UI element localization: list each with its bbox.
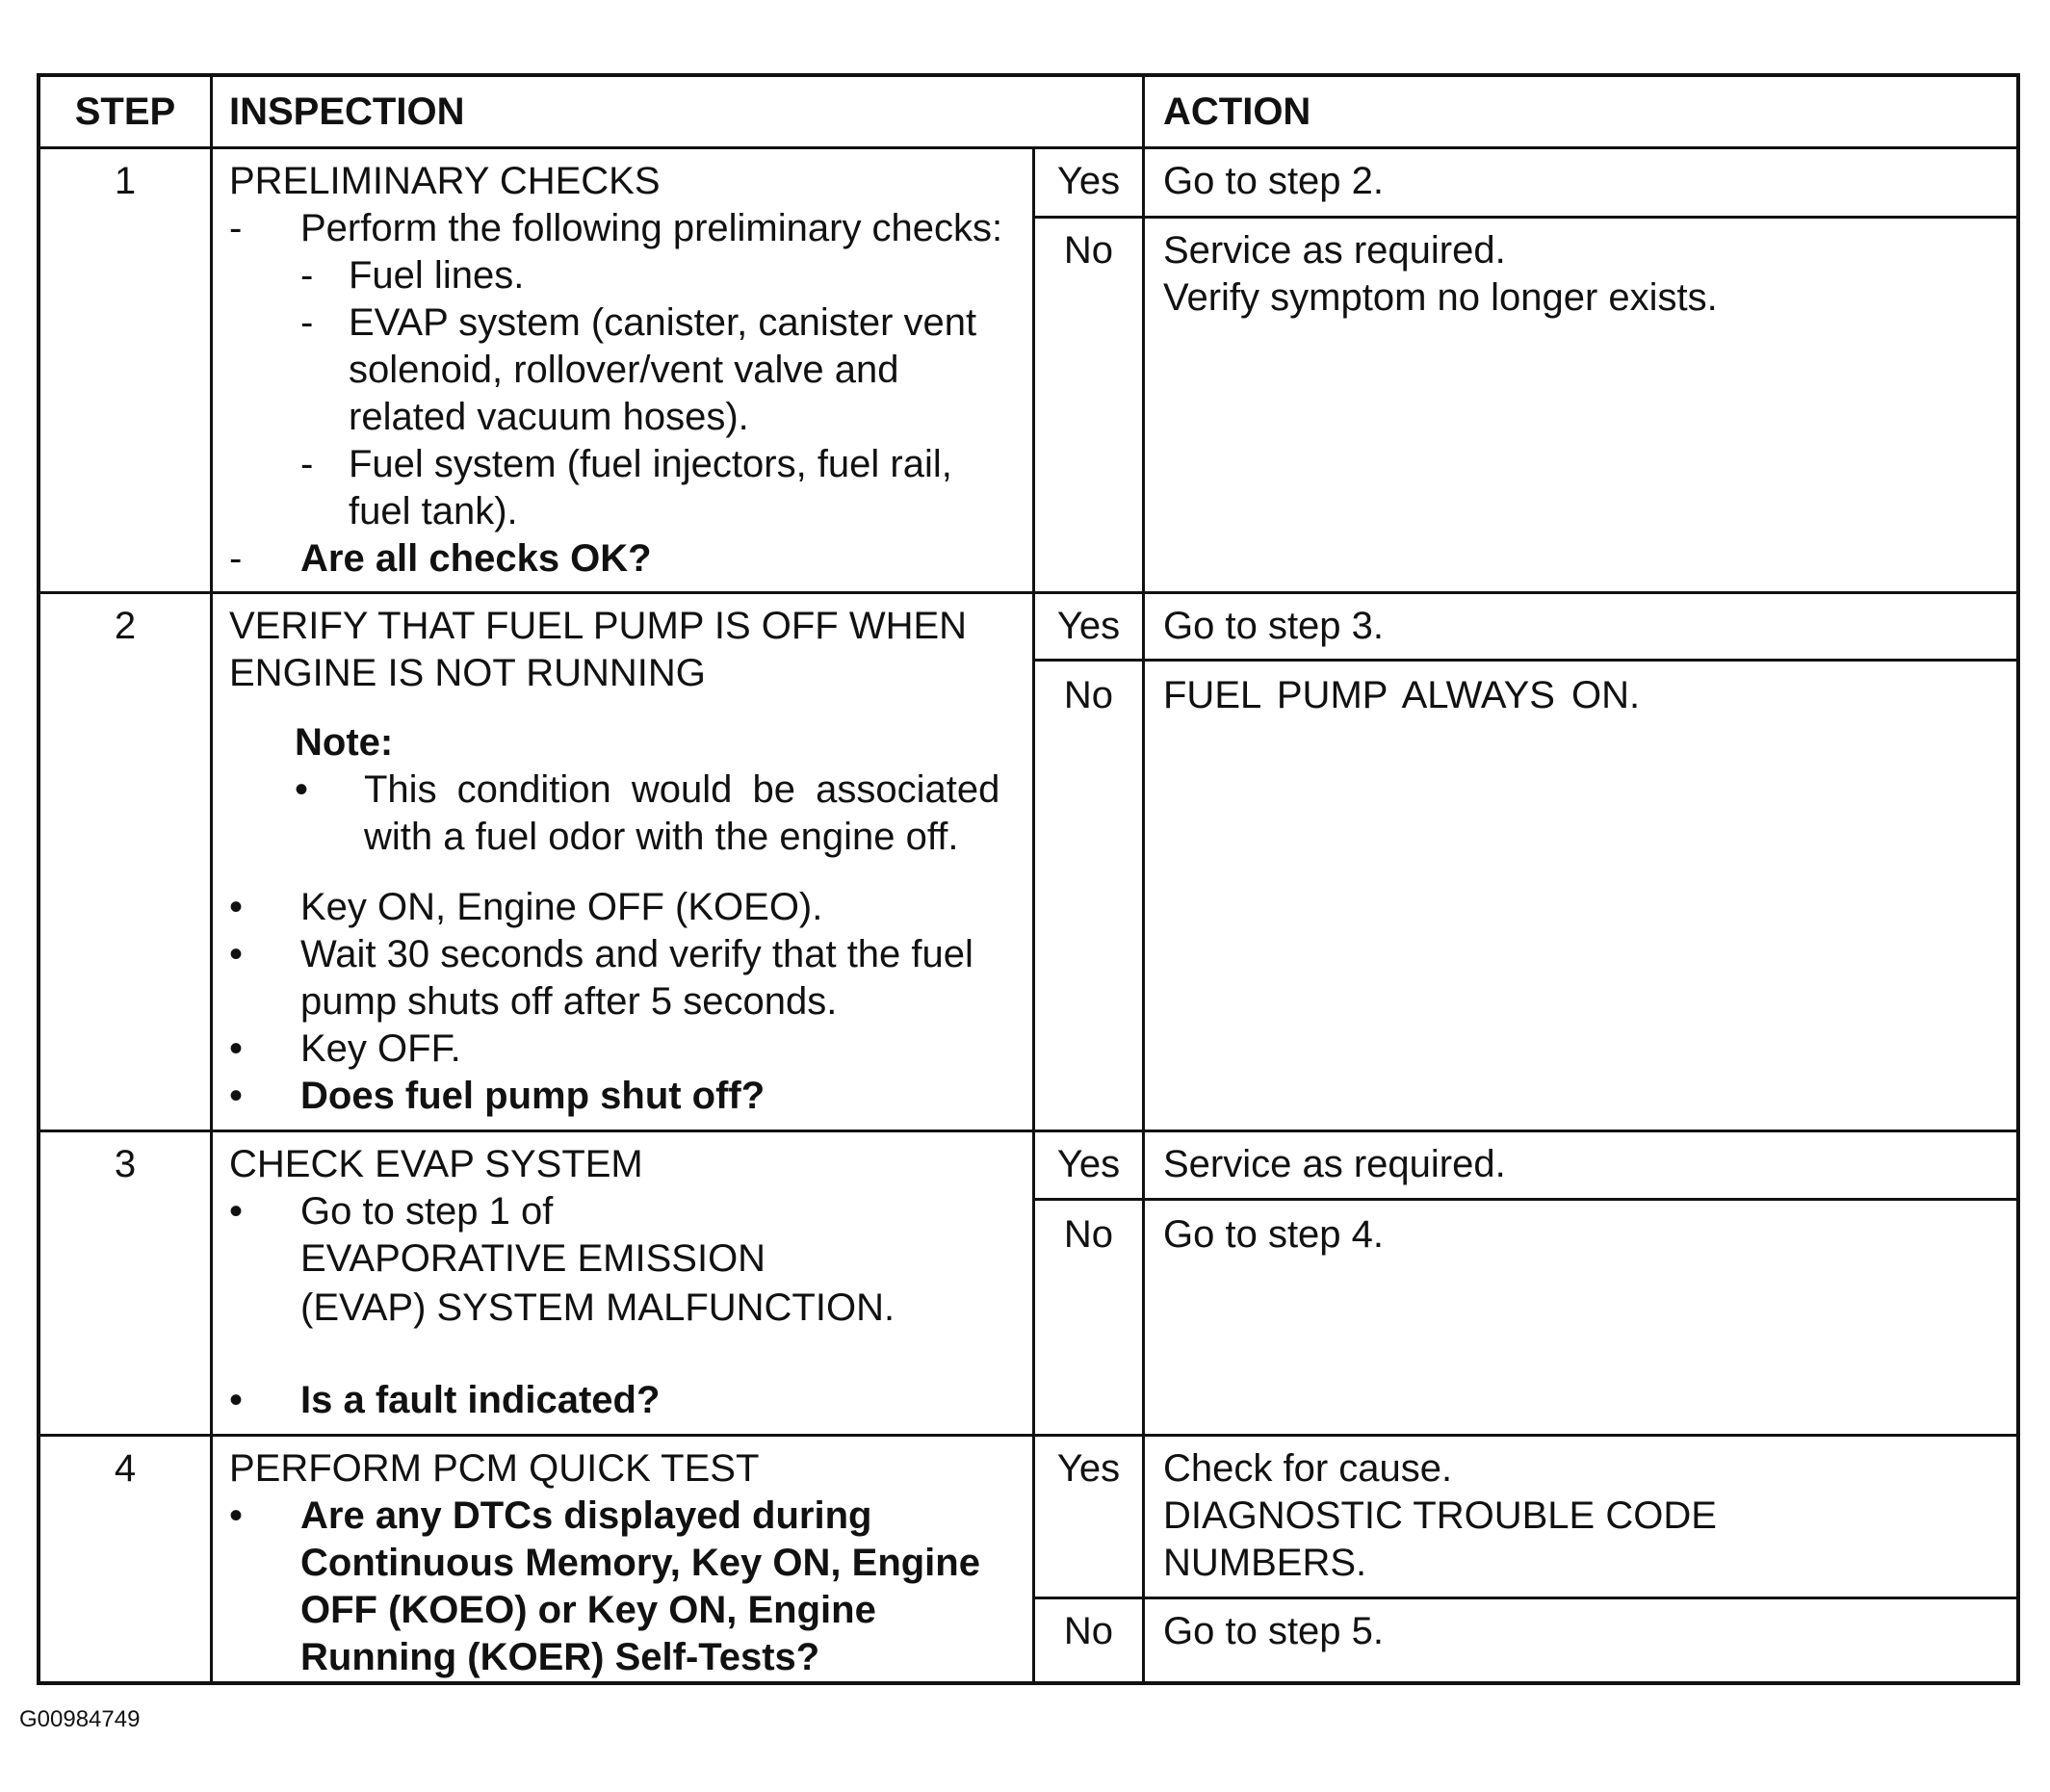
list-item-question: Does fuel pump shut off? (300, 1075, 766, 1117)
step-title: PRELIMINARY CHECKS (229, 160, 661, 202)
list-item: - (229, 537, 243, 580)
list-item: - (229, 207, 243, 249)
list-item: • (229, 1027, 244, 1070)
list-item: - (300, 443, 314, 485)
list-item-text: (EVAP) SYSTEM MALFUNCTION. (300, 1286, 895, 1329)
header-inspection: INSPECTION (229, 91, 465, 133)
list-item: • (229, 886, 244, 928)
figure-id: G00984749 (19, 1706, 141, 1732)
list-item: • (229, 1379, 244, 1421)
list-item-text: solenoid, rollover/vent valve and (349, 349, 899, 391)
list-item: • (229, 933, 244, 975)
list-item-text: related vacuum hoses). (349, 396, 749, 438)
note-bullet: • (295, 768, 309, 811)
yes-no-divider-2 (1032, 659, 2016, 662)
list-item-text: Wait 30 seconds and verify that the fuel (300, 933, 973, 975)
yes-label: Yes (1056, 160, 1121, 202)
note-text: This condition would be associated (364, 768, 1000, 811)
no-action: Go to step 5. (1163, 1610, 1385, 1652)
no-action: Service as required. (1163, 229, 1506, 272)
list-item-text: Key ON, Engine OFF (KOEO). (300, 886, 823, 928)
yes-no-divider-1 (1032, 216, 2016, 219)
note-label: Note: (295, 721, 394, 764)
yes-action: Go to step 2. (1163, 160, 1385, 202)
yes-action: Check for cause. (1163, 1447, 1453, 1490)
no-label: No (1063, 1610, 1114, 1652)
list-item-text: Fuel lines. (349, 254, 525, 297)
header-action: ACTION (1163, 91, 1311, 133)
list-item: • (229, 1075, 244, 1117)
col-divider-action (1142, 77, 1145, 1681)
list-item-question: OFF (KOEO) or Key ON, Engine (300, 1589, 876, 1631)
row-divider-3 (40, 1434, 2016, 1437)
yes-action: DIAGNOSTIC TROUBLE CODE (1163, 1494, 1717, 1537)
yes-action: Service as required. (1163, 1143, 1506, 1185)
list-item: • (229, 1190, 244, 1233)
list-item-question: Is a fault indicated? (300, 1379, 661, 1421)
list-item-text: Perform the following preliminary checks: (300, 207, 1003, 249)
list-item-text: pump shuts off after 5 seconds. (300, 980, 838, 1023)
row-divider-header (40, 146, 2016, 149)
list-item-question: Are any DTCs displayed during (300, 1494, 872, 1537)
step-title: ENGINE IS NOT RUNNING (229, 652, 706, 694)
no-label: No (1063, 1213, 1114, 1256)
yes-label: Yes (1056, 605, 1121, 647)
list-item-question: Continuous Memory, Key ON, Engine (300, 1542, 980, 1584)
yes-action: Go to step 3. (1163, 605, 1385, 647)
note-text: with a fuel odor with the engine off. (364, 816, 959, 858)
step-number: 1 (114, 160, 137, 202)
list-item: - (300, 254, 314, 297)
step-number: 3 (114, 1143, 137, 1185)
list-item-text: EVAP system (canister, canister vent (349, 301, 977, 344)
row-divider-1 (40, 591, 2016, 594)
step-title: VERIFY THAT FUEL PUMP IS OFF WHEN (229, 605, 968, 647)
step-title: PERFORM PCM QUICK TEST (229, 1447, 760, 1490)
col-divider-step (210, 77, 213, 1681)
diagnostic-table (37, 73, 2020, 1685)
list-item-text: Go to step 1 of (300, 1190, 554, 1233)
no-action: Verify symptom no longer exists. (1163, 276, 1718, 319)
row-divider-2 (40, 1130, 2016, 1132)
yes-label: Yes (1056, 1143, 1121, 1185)
no-label: No (1063, 229, 1114, 272)
yes-no-divider-4 (1032, 1597, 2016, 1599)
header-step: STEP (74, 91, 176, 133)
yes-no-divider-3 (1032, 1198, 2016, 1201)
no-label: No (1063, 674, 1114, 716)
yes-label: Yes (1056, 1447, 1121, 1490)
yes-action: NUMBERS. (1163, 1542, 1367, 1584)
list-item-question: Are all checks OK? (300, 537, 652, 580)
step-number: 4 (114, 1447, 137, 1490)
list-item-question: Running (KOER) Self-Tests? (300, 1636, 820, 1678)
list-item-text: Fuel system (fuel injectors, fuel rail, (349, 443, 952, 485)
list-item: • (229, 1494, 244, 1537)
step-number: 2 (114, 605, 137, 647)
no-action: FUEL PUMP ALWAYS ON. (1163, 674, 1641, 716)
list-item-text: Key OFF. (300, 1027, 461, 1070)
list-item-text: EVAPORATIVE EMISSION (300, 1237, 766, 1280)
no-action: Go to step 4. (1163, 1213, 1385, 1256)
list-item: - (300, 301, 314, 344)
list-item-text: fuel tank). (349, 490, 518, 532)
step-title: CHECK EVAP SYSTEM (229, 1143, 643, 1185)
